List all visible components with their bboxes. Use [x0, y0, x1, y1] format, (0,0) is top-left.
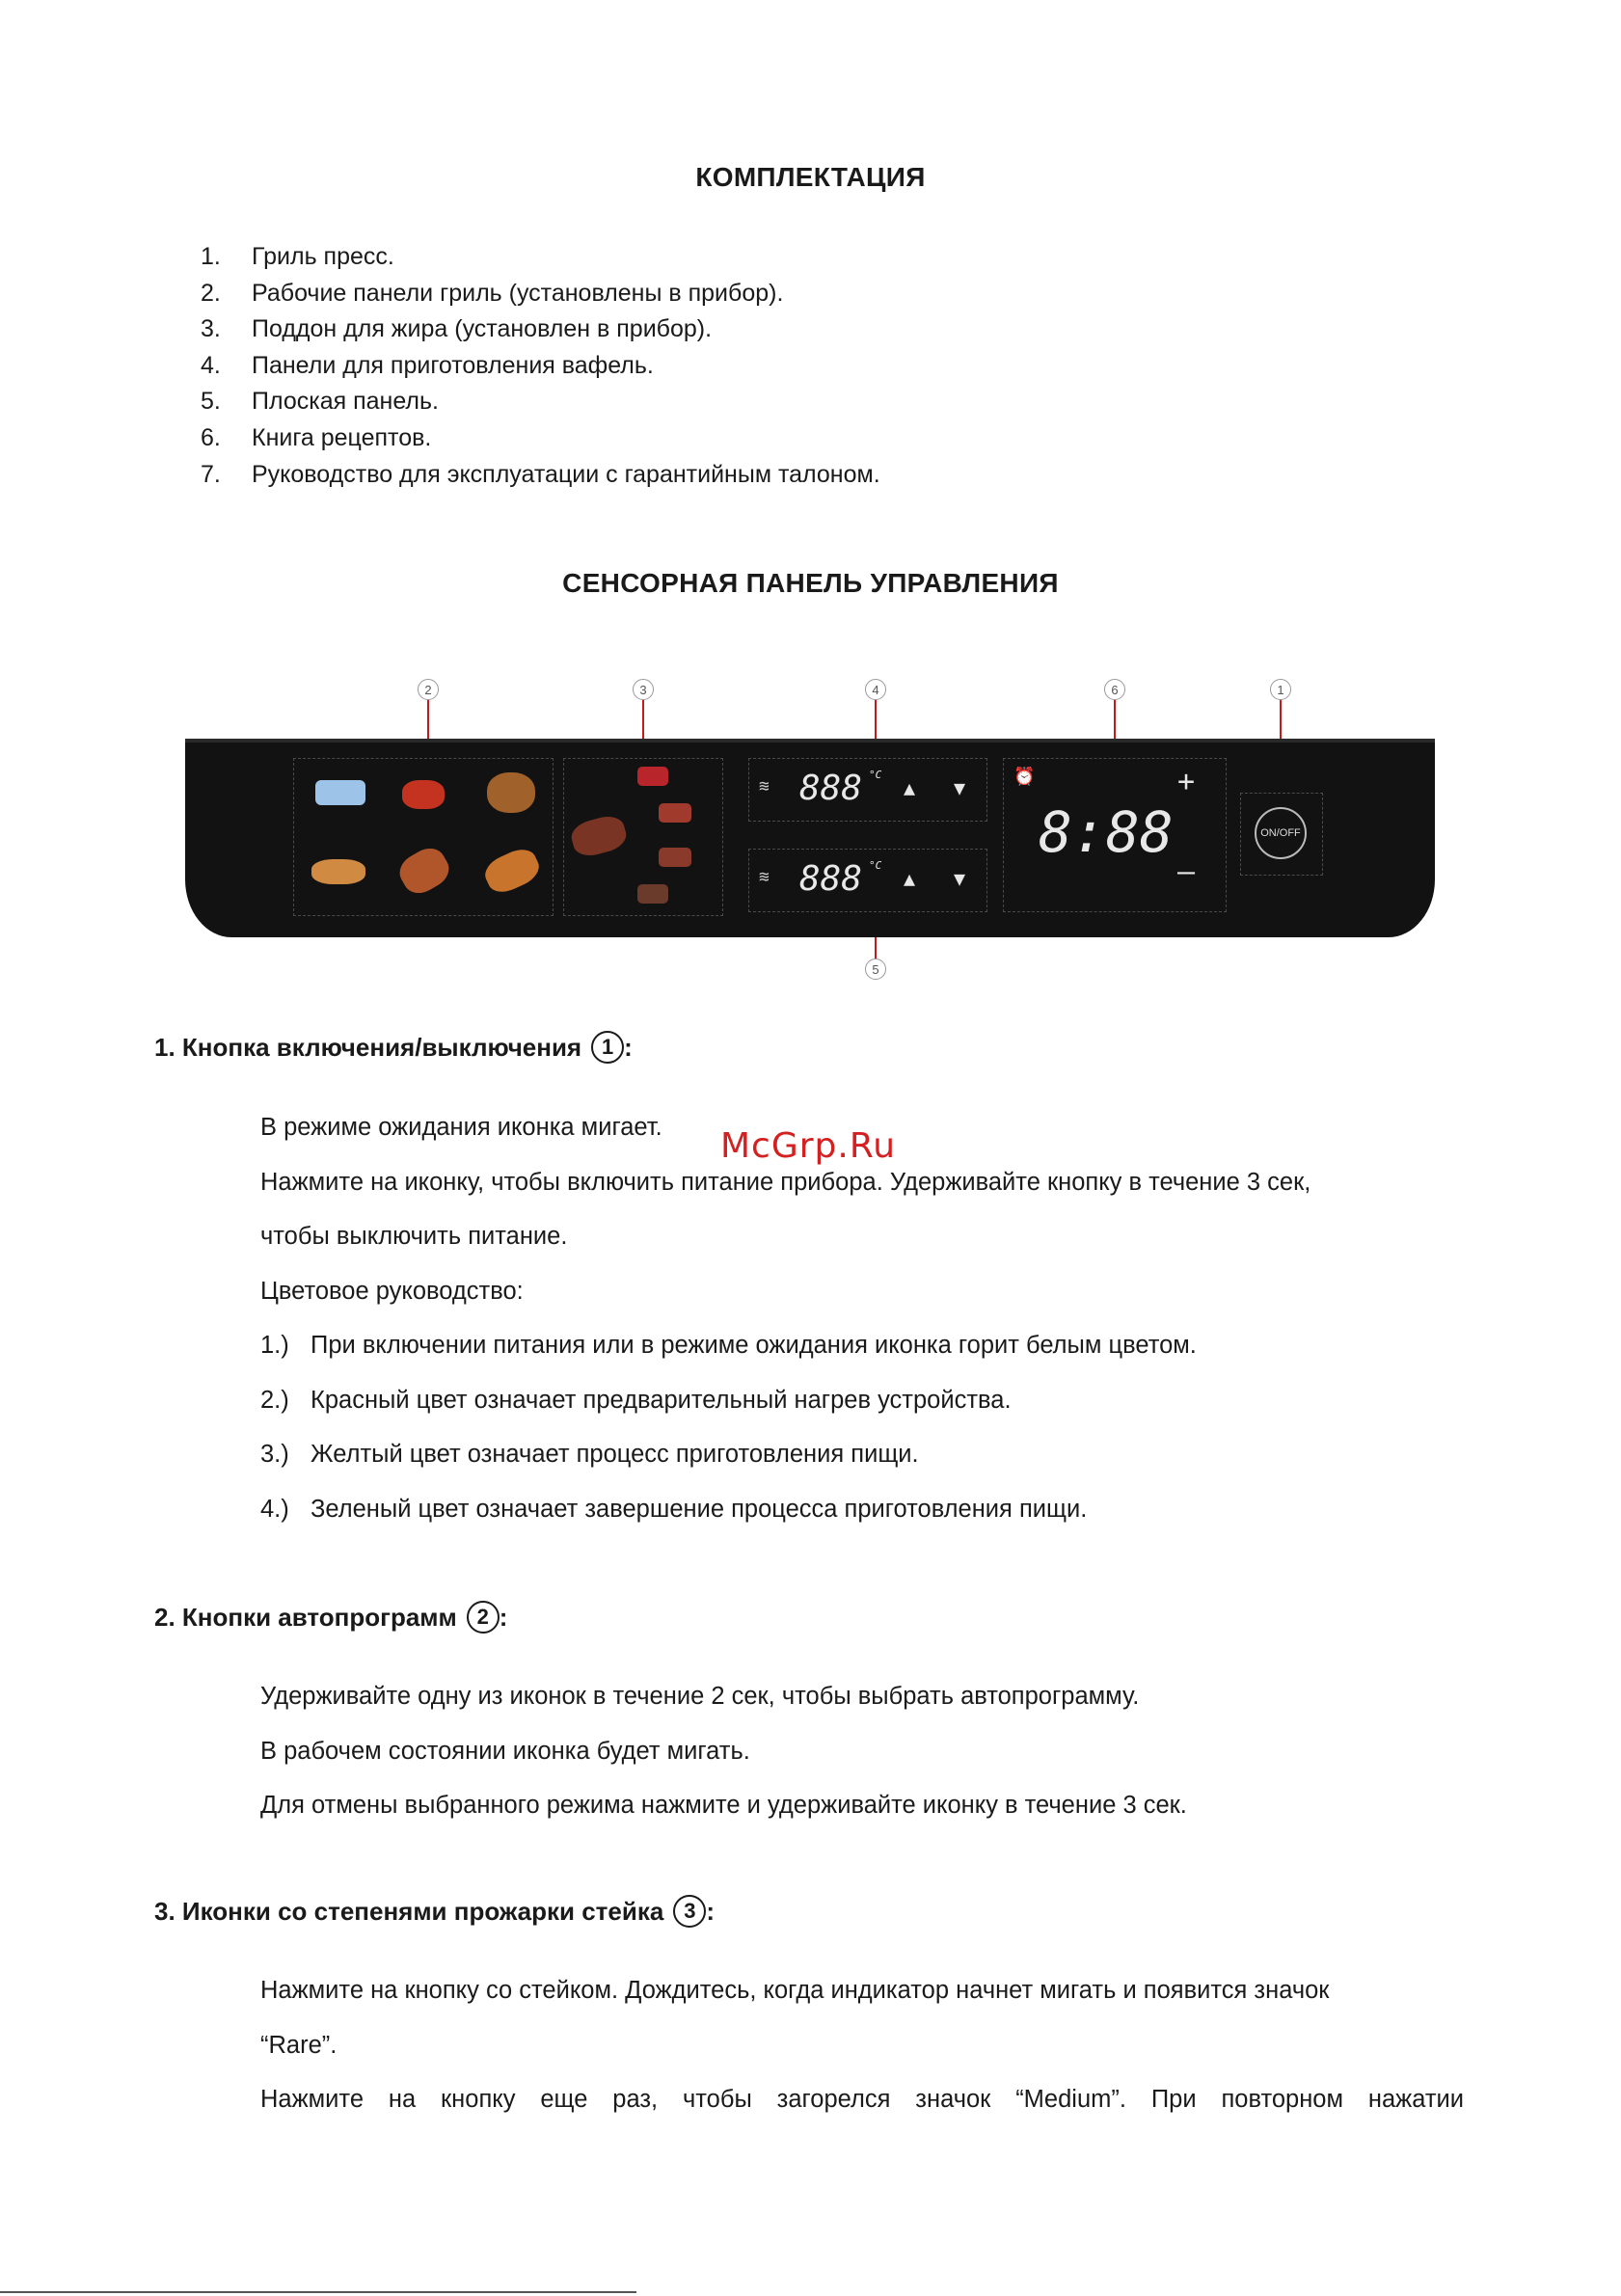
top-temperature-display: 888 [799, 769, 863, 808]
degree-unit: °C [869, 769, 882, 781]
top-heater-icon: ≋ [759, 776, 770, 797]
callout-1: 1 [1270, 679, 1291, 700]
steak-icon[interactable] [568, 812, 629, 859]
bottom-temp-down-button[interactable]: ▼ [954, 867, 966, 890]
bottom-temperature-box [748, 849, 987, 912]
paragraph: Нажмите на кнопку со стейком. Дождитесь, когда индикатор начнет мигать и появится значок [260, 1977, 1330, 2004]
color-guide-list [260, 1318, 1466, 1536]
steak-medium-rare-icon[interactable] [659, 803, 691, 823]
list-item: 4.) Зеленый цвет означает завершение процесса приготовления пищи. [260, 1495, 1088, 1523]
chicken-icon[interactable] [480, 844, 544, 898]
list-item: 2.) Красный цвет означает предварительный нагрев устройства. [260, 1386, 1012, 1414]
degree-unit: °C [869, 859, 882, 872]
sausage-icon[interactable] [393, 842, 454, 900]
list-item: 6. Книга рецептов. [201, 423, 432, 451]
onoff-box [1240, 793, 1323, 876]
steak-well-done-icon[interactable] [637, 884, 668, 904]
callout-6: 6 [1104, 679, 1125, 700]
top-temp-down-button[interactable]: ▼ [954, 776, 966, 799]
list-item: 5. Плоская панель. [201, 388, 439, 416]
salmon-icon[interactable] [311, 859, 365, 884]
paragraph: “Rare”. [260, 2031, 338, 2059]
number-3-circle: 3 [673, 1895, 706, 1928]
paragraph: Нажмите на иконку, чтобы включить питание прибора. Удерживайте кнопку в течение 3 сек, [260, 1168, 1311, 1196]
paragraph: чтобы выключить питание. [260, 1223, 568, 1250]
section-2-title: 2. Кнопки автопрограмм 2 : [154, 1601, 507, 1634]
paragraph: Для отмены выбранного режима нажмите и удерживайте иконку в течение 3 сек. [260, 1792, 1187, 1819]
list-item: 7. Руководство для эксплуатации с гарантийным талоном. [201, 460, 880, 488]
paragraph: В режиме ожидания иконка мигает. [260, 1114, 662, 1141]
burger-icon[interactable] [487, 772, 535, 813]
section-1-title: 1. Кнопка включения/выключения 1 : [154, 1031, 633, 1064]
steak-medium-icon[interactable] [659, 848, 691, 867]
top-temp-up-button[interactable]: ▲ [904, 776, 916, 799]
bottom-temperature-display: 888 [799, 859, 863, 899]
callout-5: 5 [865, 959, 886, 980]
number-1-circle: 1 [591, 1031, 624, 1064]
section-3-body [260, 1963, 1464, 2127]
footer-rule [0, 2291, 636, 2293]
list-item: 3.) Желтый цвет означает процесс приготовления пищи. [260, 1441, 919, 1468]
list-item: 1. Гриль пресс. [201, 243, 394, 270]
heading-control-panel: СЕНСОРНАЯ ПАНЕЛЬ УПРАВЛЕНИЯ [562, 568, 1059, 598]
power-button[interactable] [1255, 807, 1307, 859]
list-item: 3. Поддон для жира (установлен в прибор). [201, 315, 713, 343]
watermark: McGrp.Ru [720, 1126, 897, 1166]
paragraph: Удерживайте одну из иконок в течение 2 сек, чтобы выбрать автопрограмму. [260, 1683, 1140, 1710]
section-3-title: 3. Иконки со степенями прожарки стейка 3 : [154, 1895, 715, 1928]
heading-contents: КОМПЛЕКТАЦИЯ [695, 162, 926, 192]
list-item: 2. Рабочие панели гриль (установлены в прибор). [201, 279, 784, 307]
callout-2: 2 [418, 679, 439, 700]
bottom-heater-icon: ≋ [759, 867, 770, 887]
number-2-circle: 2 [467, 1601, 500, 1634]
timer-display: 8:88 [1039, 799, 1174, 865]
paragraph: Нажмите на кнопку еще раз, чтобы загорелся значок “Medium”. При повторном нажатии [260, 2086, 1464, 2113]
section-2-body [260, 1669, 1466, 1833]
paragraph: Цветовое руководство: [260, 1277, 524, 1305]
vegetables-icon[interactable] [402, 780, 445, 809]
bottom-temp-up-button[interactable]: ▲ [904, 867, 916, 890]
contents-list [201, 239, 880, 493]
control-panel-image [185, 739, 1435, 937]
timer-minus-button[interactable]: – [1177, 855, 1196, 889]
top-temperature-box [748, 758, 987, 822]
onoff-label: ON/OFF [1260, 827, 1301, 839]
fish-icon[interactable] [315, 780, 365, 805]
alarm-clock-icon: ⏰ [1013, 767, 1036, 787]
timer-plus-button[interactable]: + [1177, 765, 1196, 798]
steak-rare-icon[interactable] [637, 767, 668, 786]
callout-4: 4 [865, 679, 886, 700]
steak-doneness-box [563, 758, 723, 916]
list-item: 4. Панели для приготовления вафель. [201, 351, 654, 379]
timer-box [1003, 758, 1227, 912]
paragraph: В рабочем состоянии иконка будет мигать. [260, 1737, 750, 1765]
autoprogram-box [293, 758, 554, 916]
callout-3: 3 [633, 679, 654, 700]
list-item: 1.) При включении питания или в режиме ожидания иконка горит белым цветом. [260, 1332, 1197, 1359]
